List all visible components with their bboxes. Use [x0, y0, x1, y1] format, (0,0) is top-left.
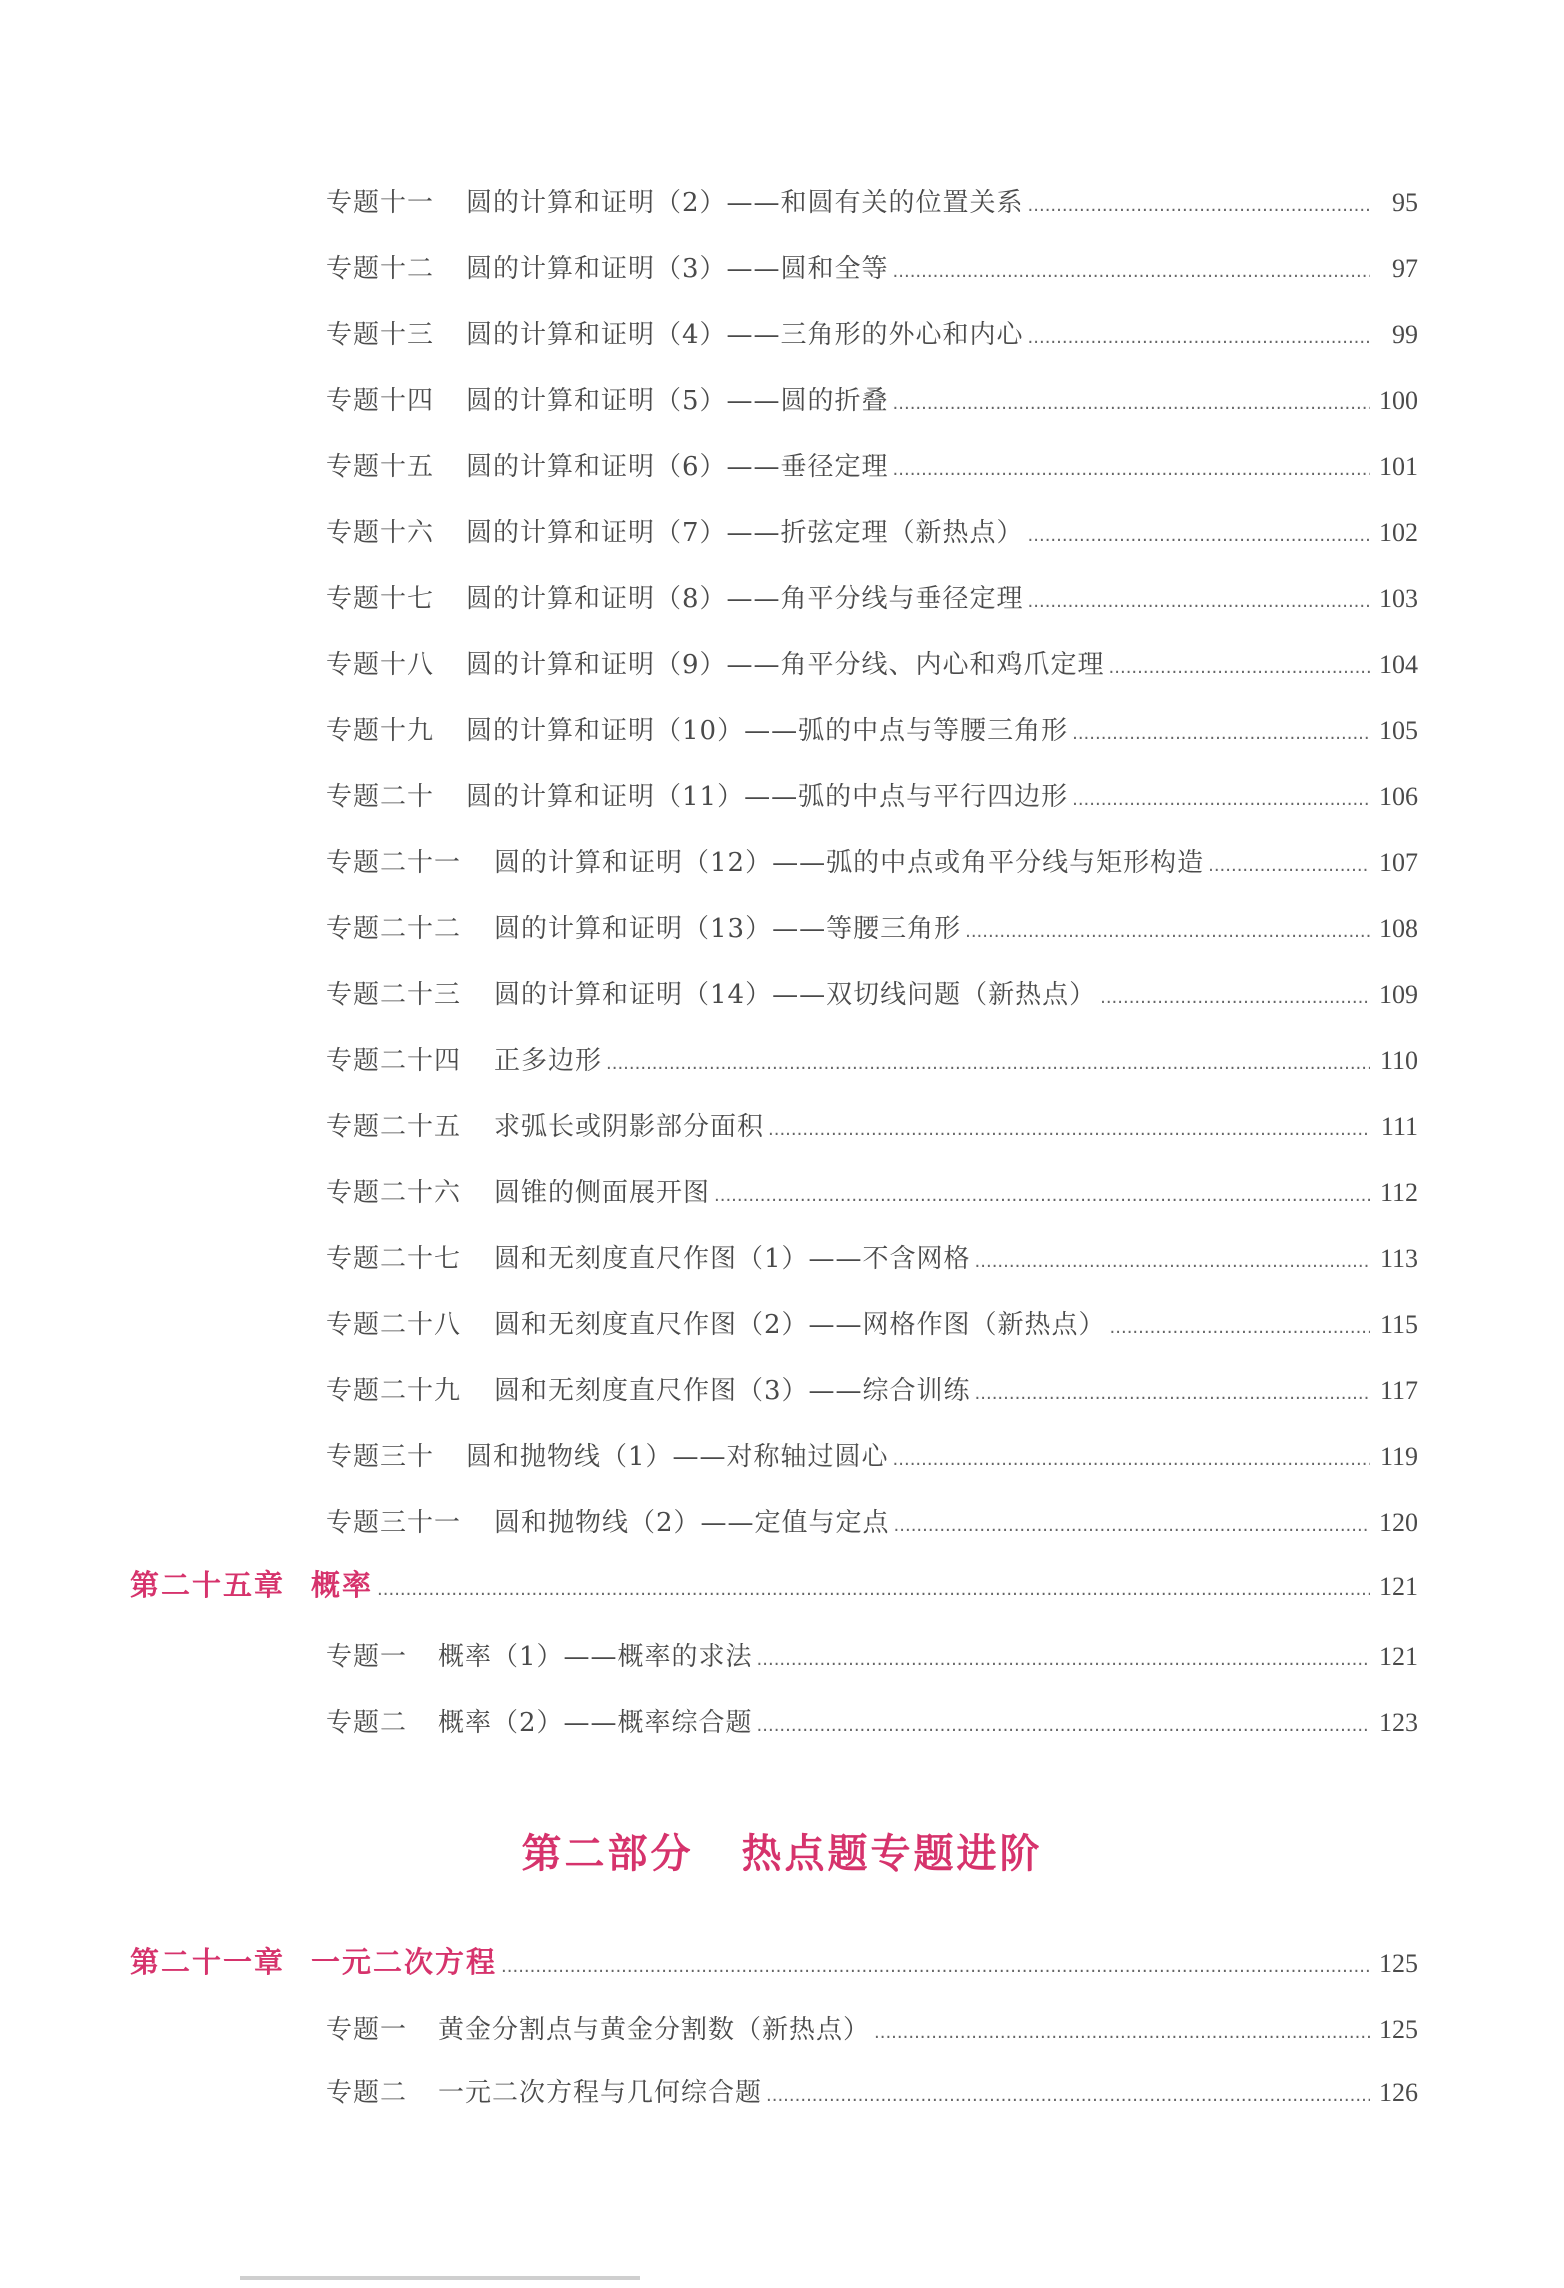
page-number: 103: [1379, 584, 1418, 613]
page-number: 125: [1379, 2015, 1418, 2044]
topic-label: 专题二十七: [326, 1244, 462, 1274]
toc-entry[interactable]: [326, 315, 1418, 355]
leader-dots: [874, 2013, 1370, 2053]
toc-entry[interactable]: [326, 183, 1418, 223]
topic-label: 专题二十八: [326, 1310, 462, 1340]
page-number: 104: [1379, 650, 1418, 679]
topic-title: 概率（1）——概率的求法: [438, 1642, 753, 1672]
page-number: 111: [1380, 1112, 1418, 1141]
topic-label: 专题二十五: [326, 1112, 462, 1142]
toc-entry[interactable]: [326, 1107, 1418, 1147]
page-number: 107: [1379, 848, 1418, 877]
page-number: 102: [1379, 518, 1418, 547]
topic-label: 专题二十: [326, 782, 435, 812]
page-number: 101: [1379, 452, 1418, 481]
topic-title: 圆的计算和证明（2）——和圆有关的位置关系: [466, 188, 1024, 218]
toc-entry[interactable]: [326, 2010, 1418, 2050]
leader-dots: [1208, 846, 1370, 886]
topic-label: 专题十六: [326, 518, 435, 548]
topic-title: 圆的计算和证明（6）——垂径定理: [466, 452, 889, 482]
page-number: 119: [1379, 1442, 1418, 1471]
topic-title: 圆的计算和证明（13）——等腰三角形: [494, 914, 962, 944]
leader-dots: [1028, 516, 1370, 556]
part-heading-number: 第二部分: [521, 1830, 694, 1877]
page-number: 117: [1379, 1376, 1418, 1405]
topic-label: 专题一: [326, 1642, 408, 1672]
toc-entry[interactable]: [326, 645, 1418, 685]
topic-title: 圆和抛物线（2）——定值与定点: [494, 1508, 890, 1538]
toc-entry[interactable]: [326, 1637, 1418, 1677]
toc-entry[interactable]: [326, 1371, 1418, 1411]
topic-label: 专题十三: [326, 320, 435, 350]
page-number: 97: [1392, 254, 1418, 283]
leader-dots: [766, 2076, 1370, 2116]
leader-dots: [893, 450, 1370, 490]
toc-entry[interactable]: [326, 381, 1418, 421]
topic-title: 圆锥的侧面展开图: [494, 1178, 711, 1208]
page-bottom-divider: [240, 2276, 640, 2280]
topic-title: 正多边形: [494, 1046, 603, 1076]
toc-entry[interactable]: [326, 909, 1418, 949]
chapter-title: 一元二次方程: [311, 1945, 498, 1979]
toc-entry[interactable]: [326, 1041, 1418, 1081]
chapter-entry[interactable]: [130, 1940, 1418, 1984]
chapter-title: 概率: [311, 1568, 374, 1602]
topic-label: 专题二十四: [326, 1046, 462, 1076]
topic-title: 圆的计算和证明（11）——弧的中点与平行四边形: [466, 782, 1069, 812]
toc-entry[interactable]: [326, 249, 1418, 289]
topic-title: 圆的计算和证明（3）——圆和全等: [466, 254, 889, 284]
toc-entry[interactable]: [326, 579, 1418, 619]
leader-dots: [1110, 1308, 1370, 1348]
page-number: 121: [1379, 1642, 1418, 1671]
leader-dots: [893, 252, 1370, 292]
leader-dots: [1028, 582, 1370, 622]
page-number: 123: [1379, 1708, 1418, 1737]
page-number: 108: [1379, 914, 1418, 943]
topic-title: 圆的计算和证明（5）——圆的折叠: [466, 386, 889, 416]
toc-entry[interactable]: [326, 777, 1418, 817]
topic-title: 求弧长或阴影部分面积: [494, 1112, 765, 1142]
toc-entry[interactable]: [326, 1703, 1418, 1743]
topic-label: 专题十二: [326, 254, 435, 284]
toc-entry[interactable]: [326, 1503, 1418, 1543]
page-number: 105: [1379, 716, 1418, 745]
page-number: 109: [1379, 980, 1418, 1009]
toc-entry[interactable]: [326, 1239, 1418, 1279]
topic-title: 圆的计算和证明（10）——弧的中点与等腰三角形: [466, 716, 1069, 746]
page-number: 115: [1379, 1310, 1418, 1339]
topic-label: 专题十七: [326, 584, 435, 614]
topic-title: 一元二次方程与几何综合题: [438, 2078, 763, 2108]
topic-label: 专题二十九: [326, 1376, 462, 1406]
toc-entry[interactable]: [326, 1173, 1418, 1213]
page-number: 100: [1379, 386, 1418, 415]
topic-label: 专题三十: [326, 1442, 435, 1472]
leader-dots: [606, 1044, 1370, 1084]
leader-dots: [965, 912, 1370, 952]
page-number: 99: [1392, 320, 1418, 349]
chapter-label: 第二十一章: [130, 1945, 286, 1979]
page-number: 106: [1379, 782, 1418, 811]
topic-title: 圆的计算和证明（8）——角平分线与垂径定理: [466, 584, 1024, 614]
topic-label: 专题二十二: [326, 914, 462, 944]
topic-title: 黄金分割点与黄金分割数（新热点）: [438, 2015, 871, 2045]
chapter-label: 第二十五章: [130, 1568, 286, 1602]
leader-dots: [894, 1506, 1370, 1546]
leader-dots: [1028, 318, 1370, 358]
leader-dots: [975, 1242, 1370, 1282]
leader-dots: [1072, 714, 1370, 754]
topic-label: 专题二十一: [326, 848, 462, 878]
topic-title: 概率（2）——概率综合题: [438, 1708, 753, 1738]
toc-entry[interactable]: [326, 843, 1418, 883]
topic-title: 圆的计算和证明（9）——角平分线、内心和鸡爪定理: [466, 650, 1105, 680]
topic-label: 专题三十一: [326, 1508, 462, 1538]
toc-entry[interactable]: [326, 513, 1418, 553]
page-number: 112: [1379, 1178, 1418, 1207]
toc-entry[interactable]: [326, 711, 1418, 751]
topic-label: 专题十一: [326, 188, 435, 218]
topic-label: 专题二十六: [326, 1178, 462, 1208]
part-heading: [0, 1822, 1564, 1879]
topic-title: 圆的计算和证明（12）——弧的中点或角平分线与矩形构造: [494, 848, 1205, 878]
topic-title: 圆的计算和证明（7）——折弦定理（新热点）: [466, 518, 1024, 548]
topic-label: 专题十八: [326, 650, 435, 680]
leader-dots: [757, 1706, 1370, 1746]
leader-dots: [377, 1568, 1370, 1612]
topic-title: 圆和无刻度直尺作图（1）——不含网格: [494, 1244, 971, 1274]
page-number: 126: [1379, 2078, 1418, 2107]
topic-title: 圆和无刻度直尺作图（3）——综合训练: [494, 1376, 971, 1406]
page-number: 121: [1379, 1572, 1418, 1601]
toc-entry[interactable]: [326, 1437, 1418, 1477]
leader-dots: [975, 1374, 1370, 1414]
topic-label: 专题十九: [326, 716, 435, 746]
toc-entry[interactable]: [326, 975, 1418, 1015]
topic-label: 专题十五: [326, 452, 435, 482]
chapter-entry[interactable]: [130, 1563, 1418, 1607]
toc-entry[interactable]: [326, 447, 1418, 487]
part-heading-title: 热点题专题进阶: [741, 1830, 1043, 1877]
topic-label: 专题二十三: [326, 980, 462, 1010]
topic-label: 专题二: [326, 2078, 408, 2108]
topic-title: 圆的计算和证明（4）——三角形的外心和内心: [466, 320, 1024, 350]
leader-dots: [893, 1440, 1370, 1480]
page-number: 95: [1392, 188, 1418, 217]
leader-dots: [757, 1640, 1370, 1680]
page-number: 113: [1379, 1244, 1418, 1273]
topic-label: 专题一: [326, 2015, 408, 2045]
page-number: 110: [1379, 1046, 1418, 1075]
toc-entry[interactable]: [326, 2073, 1418, 2113]
topic-title: 圆的计算和证明（14）——双切线问题（新热点）: [494, 980, 1097, 1010]
leader-dots: [893, 384, 1370, 424]
leader-dots: [1100, 978, 1370, 1018]
topic-title: 圆和无刻度直尺作图（2）——网格作图（新热点）: [494, 1310, 1106, 1340]
leader-dots: [714, 1176, 1370, 1216]
page-number: 120: [1379, 1508, 1418, 1537]
leader-dots: [1028, 186, 1370, 226]
leader-dots: [1072, 780, 1370, 820]
topic-title: 圆和抛物线（1）——对称轴过圆心: [466, 1442, 889, 1472]
topic-label: 专题二: [326, 1708, 408, 1738]
leader-dots: [1109, 648, 1370, 688]
page-number: 125: [1379, 1949, 1418, 1978]
topic-label: 专题十四: [326, 386, 435, 416]
toc-entry[interactable]: [326, 1305, 1418, 1345]
leader-dots: [501, 1945, 1370, 1989]
leader-dots: [768, 1110, 1370, 1150]
